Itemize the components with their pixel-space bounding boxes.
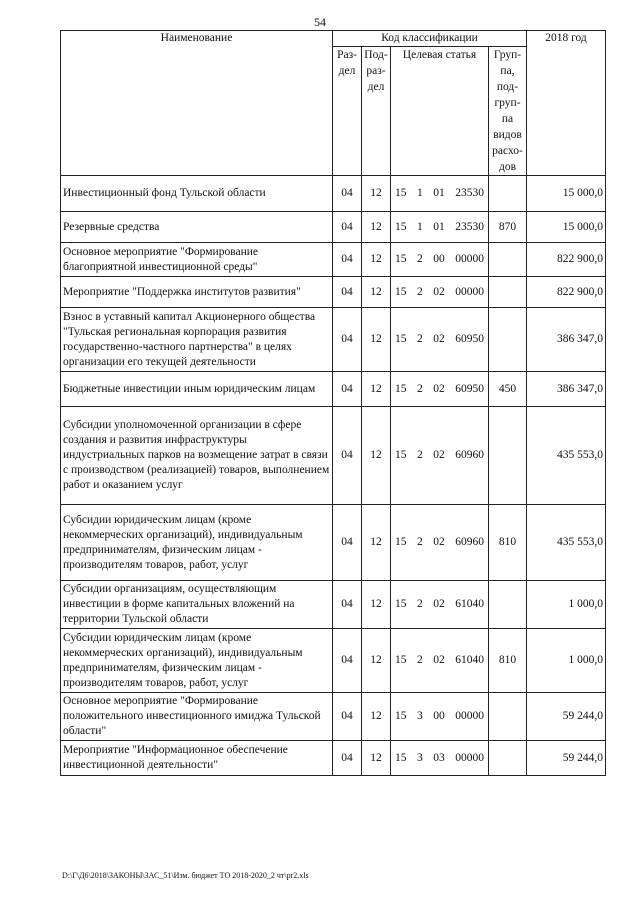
row-celevaya-statya [391,581,489,629]
celevaya-statya-part: 15 [395,382,407,395]
row-celevaya-statya [391,243,489,277]
celevaya-statya-part: 2 [417,449,423,461]
file-path-footer: D:\Г\Д6\2018\ЗАКОНЫ\ЗАС_51\Изм. бюджет ТО 2018-2020_2 чт\pr2.xls [62,871,309,880]
row-podrazdel: 12 [362,308,391,372]
row-celevaya-statya [391,505,489,581]
celevaya-statya-parts [393,535,486,550]
row-celevaya-statya [391,277,489,308]
celevaya-statya-parts [393,653,486,668]
header-razdel: Раз-дел [333,47,362,176]
row-gruppa [489,693,527,741]
header-name: Наименование [61,31,333,176]
row-amount: 15 000,0 [527,212,606,243]
celevaya-statya-part: 00 [433,253,445,265]
row-podrazdel: 12 [362,629,391,693]
row-amount: 435 553,0 [527,407,606,505]
row-razdel: 04 [333,581,362,629]
celevaya-statya-part: 02 [433,536,445,548]
celevaya-statya-part: 15 [395,253,407,265]
celevaya-statya-part: 00 [433,710,445,722]
table-row [61,277,606,308]
row-podrazdel: 12 [362,741,391,776]
row-name: Субсидии организациям, осуществляющим инвестиции в форме капитальных вложений на территории Тульской области [61,581,333,629]
row-gruppa [489,243,527,277]
celevaya-statya-part: 1 [417,187,423,199]
celevaya-statya-parts [393,597,486,612]
celevaya-statya-part: 02 [433,654,445,666]
table-body [61,176,606,776]
header-year: 2018 год [527,31,606,176]
celevaya-statya-parts [393,332,486,347]
row-amount: 435 553,0 [527,505,606,581]
row-amount: 386 347,0 [527,308,606,372]
row-amount: 386 347,0 [527,372,606,407]
celevaya-statya-parts [393,709,486,724]
row-name: Основное мероприятие "Формирование благоприятной инвестиционной среды" [61,243,333,277]
row-name: Мероприятие "Информационное обеспечение инвестиционной деятельности" [61,741,333,776]
celevaya-statya-part: 60950 [455,382,484,395]
celevaya-statya-part: 02 [433,285,445,298]
row-name: Субсидии уполномоченной организации в сфере создания и развития инфраструктуры индустриальных парков на возмещение затрат в связи с производством (реализацией) товаров, выполнением работ и оказанием услуг [61,407,333,505]
celevaya-statya-parts [393,751,486,766]
celevaya-statya-part: 2 [417,333,423,345]
row-celevaya-statya [391,741,489,776]
celevaya-statya-part: 3 [417,710,423,722]
celevaya-statya-part: 60960 [455,449,484,461]
row-amount: 822 900,0 [527,243,606,277]
header-classification: Код классификации [333,31,527,47]
celevaya-statya-part: 15 [395,710,407,722]
celevaya-statya-part: 15 [395,536,407,548]
celevaya-statya-part: 02 [433,382,445,395]
celevaya-statya-part: 15 [395,598,407,610]
row-gruppa [489,176,527,212]
row-gruppa: 450 [489,372,527,407]
celevaya-statya-part: 2 [417,285,423,298]
celevaya-statya-part: 3 [417,751,423,764]
celevaya-statya-part: 15 [395,449,407,461]
celevaya-statya-part: 60960 [455,536,484,548]
celevaya-statya-part: 2 [417,536,423,548]
celevaya-statya-part: 02 [433,598,445,610]
celevaya-statya-parts [393,285,486,300]
row-name: Субсидии юридическим лицам (кроме некоммерческих организаций), индивидуальным предпринимателям, физическим лицам - производителям товаров, работ, услуг [61,505,333,581]
table-row [61,505,606,581]
row-gruppa [489,407,527,505]
table-row [61,243,606,277]
celevaya-statya-part: 00000 [455,253,484,265]
row-celevaya-statya [391,629,489,693]
row-razdel: 04 [333,407,362,505]
table-row [61,212,606,243]
row-name: Резервные средства [61,212,333,243]
row-amount: 822 900,0 [527,277,606,308]
page-number: 54 [314,15,326,29]
celevaya-statya-part: 15 [395,654,407,666]
row-name: Субсидии юридическим лицам (кроме некоммерческих организаций), индивидуальным предпринимателям, физическим лицам - производителям товаров, работ, услуг [61,629,333,693]
row-name: Инвестиционный фонд Тульской области [61,176,333,212]
row-razdel: 04 [333,741,362,776]
celevaya-statya-part: 01 [433,220,445,233]
celevaya-statya-part: 23530 [455,187,484,199]
celevaya-statya-part: 15 [395,751,407,764]
header-podrazdel: Под-раз-дел [362,47,391,176]
row-celevaya-statya [391,372,489,407]
budget-table [60,30,606,776]
row-gruppa [489,277,527,308]
table-row [61,407,606,505]
table-row [61,741,606,776]
celevaya-statya-part: 61040 [455,654,484,666]
row-gruppa [489,308,527,372]
celevaya-statya-part: 15 [395,285,407,298]
row-name: Бюджетные инвестиции иным юридическим лицам [61,372,333,407]
table-row [61,693,606,741]
table-row [61,581,606,629]
row-razdel: 04 [333,212,362,243]
celevaya-statya-parts [393,382,486,397]
row-amount: 59 244,0 [527,741,606,776]
table-row [61,308,606,372]
row-razdel: 04 [333,277,362,308]
celevaya-statya-parts [393,220,486,235]
row-name: Взнос в уставный капитал Акционерного общества "Тульская региональная корпорация развития государственно-частного партнерства" в целях организации его текущей деятельности [61,308,333,372]
row-gruppa [489,741,527,776]
row-razdel: 04 [333,629,362,693]
row-razdel: 04 [333,176,362,212]
row-gruppa: 870 [489,212,527,243]
row-razdel: 04 [333,243,362,277]
row-amount: 1 000,0 [527,581,606,629]
celevaya-statya-part: 15 [395,187,407,199]
row-celevaya-statya [391,308,489,372]
celevaya-statya-parts [393,252,486,267]
celevaya-statya-part: 61040 [455,598,484,610]
row-name: Мероприятие "Поддержка институтов развития" [61,277,333,308]
table-row [61,629,606,693]
celevaya-statya-part: 2 [417,598,423,610]
row-celevaya-statya [391,176,489,212]
row-podrazdel: 12 [362,407,391,505]
celevaya-statya-part: 02 [433,449,445,461]
celevaya-statya-part: 15 [395,220,407,233]
row-razdel: 04 [333,372,362,407]
table-row [61,372,606,407]
row-razdel: 04 [333,505,362,581]
row-podrazdel: 12 [362,372,391,407]
row-podrazdel: 12 [362,212,391,243]
row-celevaya-statya [391,212,489,243]
row-gruppa: 810 [489,629,527,693]
row-amount: 15 000,0 [527,176,606,212]
celevaya-statya-part: 15 [395,333,407,345]
celevaya-statya-part: 00000 [455,751,484,764]
row-razdel: 04 [333,308,362,372]
row-gruppa: 810 [489,505,527,581]
celevaya-statya-part: 2 [417,253,423,265]
row-podrazdel: 12 [362,693,391,741]
celevaya-statya-part: 01 [433,187,445,199]
row-gruppa [489,581,527,629]
celevaya-statya-parts [393,448,486,463]
celevaya-statya-part: 00000 [455,285,484,298]
row-name: Основное мероприятие "Формирование положительного инвестиционного имиджа Тульской области" [61,693,333,741]
celevaya-statya-part: 1 [417,220,423,233]
celevaya-statya-part: 03 [433,751,445,764]
table-row [61,176,606,212]
row-celevaya-statya [391,407,489,505]
celevaya-statya-part: 2 [417,382,423,395]
celevaya-statya-part: 2 [417,654,423,666]
row-podrazdel: 12 [362,505,391,581]
celevaya-statya-parts [393,186,486,201]
row-amount: 1 000,0 [527,629,606,693]
row-podrazdel: 12 [362,176,391,212]
row-podrazdel: 12 [362,581,391,629]
row-podrazdel: 12 [362,243,391,277]
celevaya-statya-part: 00000 [455,710,484,722]
header-gruppa: Груп-па, под-груп-па видов расхо-дов [489,47,527,176]
row-podrazdel: 12 [362,277,391,308]
celevaya-statya-part: 02 [433,333,445,345]
row-celevaya-statya [391,693,489,741]
row-razdel: 04 [333,693,362,741]
celevaya-statya-part: 60950 [455,333,484,345]
celevaya-statya-part: 23530 [455,220,484,233]
row-amount: 59 244,0 [527,693,606,741]
header-celevaya-statya: Целевая статья [391,47,489,176]
